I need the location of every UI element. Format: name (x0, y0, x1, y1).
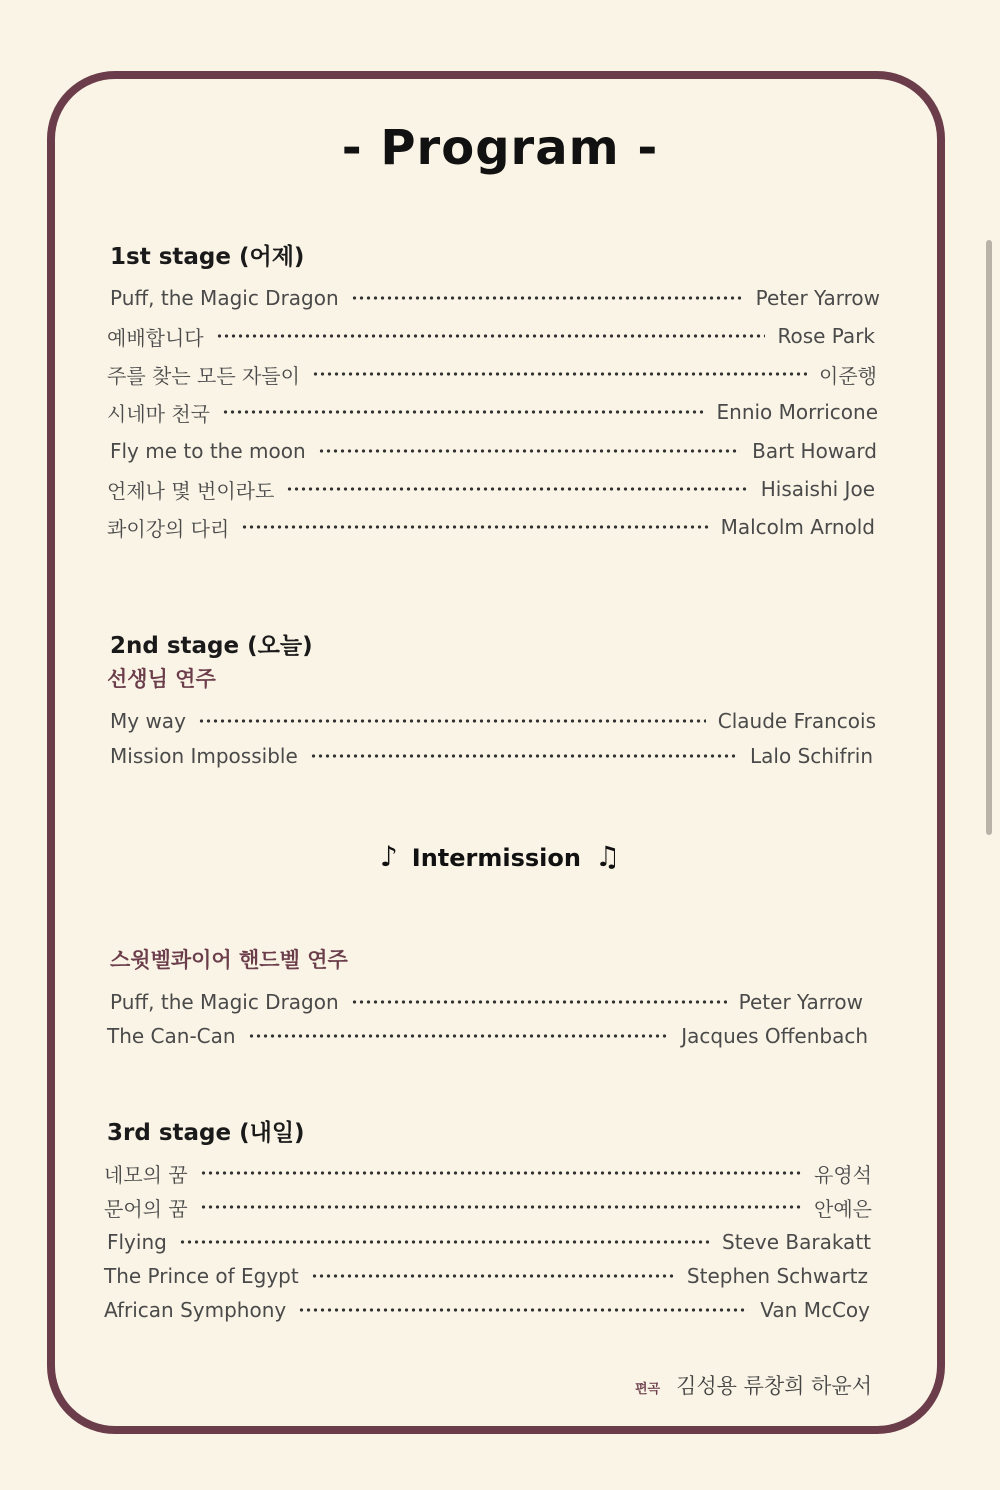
piece-title: Puff, the Magic Dragon (110, 286, 339, 310)
list-item (110, 436, 877, 466)
composer: Peter Yarrow (755, 286, 880, 310)
composer: 안예은 (814, 1196, 872, 1221)
dot-leader (222, 410, 705, 414)
list-item (107, 1227, 871, 1257)
piece-title: Puff, the Magic Dragon (110, 990, 339, 1014)
dot-leader (286, 487, 748, 491)
dot-leader (198, 719, 706, 723)
piece-title: 문어의 꿈 (104, 1196, 188, 1221)
dot-leader (310, 754, 738, 758)
composer: Ennio Morricone (716, 400, 878, 424)
piece-title: 주를 찾는 모든 자들이 (107, 363, 300, 388)
dot-leader (200, 1205, 802, 1209)
piece-title: Mission Impossible (110, 744, 298, 768)
piece-title: 시네마 천국 (107, 401, 210, 426)
piece-title: Flying (107, 1230, 167, 1254)
piece-title: The Prince of Egypt (104, 1264, 299, 1288)
list-item (104, 1158, 872, 1188)
piece-title: 예배합니다 (107, 325, 204, 350)
arranger-credit (635, 1370, 872, 1400)
composer: Bart Howard (752, 439, 877, 463)
dot-leader (241, 525, 708, 529)
piece-title: 네모의 꿈 (104, 1162, 188, 1187)
list-item (110, 741, 873, 771)
list-item (104, 1192, 872, 1222)
dot-leader (216, 334, 766, 338)
list-item (104, 1261, 868, 1291)
arranger-names: 김성용 류창희 하윤서 (676, 1374, 872, 1398)
list-item (107, 359, 877, 389)
page-title: - Program - (341, 120, 659, 176)
composer: Claude Francois (717, 709, 876, 733)
dot-leader (351, 1000, 727, 1004)
composer: Van McCoy (760, 1298, 870, 1322)
piece-title: The Can-Can (107, 1024, 236, 1048)
intermission-banner (0, 840, 1000, 873)
dot-leader (179, 1240, 710, 1244)
composer: Hisaishi Joe (760, 477, 875, 501)
dot-leader (311, 1274, 675, 1278)
piece-title: 콰이강의 다리 (107, 516, 230, 541)
composer: Steve Barakatt (722, 1230, 871, 1254)
dot-leader (318, 449, 740, 453)
composer: Malcolm Arnold (720, 515, 875, 539)
piece-title: My way (110, 709, 186, 733)
dot-leader (351, 296, 744, 300)
music-notes-icon: ♫ (594, 840, 621, 873)
scrollbar[interactable] (986, 240, 992, 835)
dot-leader (248, 1034, 670, 1038)
stage2-subheading: 선생님 연주 (107, 667, 216, 691)
intermission-label: Intermission (411, 844, 581, 872)
list-item (107, 397, 878, 427)
composer: 유영석 (814, 1162, 872, 1187)
piece-title: Fly me to the moon (110, 439, 306, 463)
stage1-heading: 1st stage (어제) (110, 244, 305, 270)
list-item (107, 512, 875, 542)
list-item (107, 321, 875, 351)
list-item (107, 1021, 868, 1051)
dot-leader (312, 372, 807, 376)
list-item (110, 987, 863, 1017)
composer: 이준행 (819, 363, 877, 388)
handbell-subheading: 스윗벨콰이어 핸드벨 연주 (110, 948, 348, 972)
dot-leader (298, 1308, 748, 1312)
list-item (110, 283, 880, 313)
composer: Rose Park (777, 324, 875, 348)
composer: Peter Yarrow (738, 990, 863, 1014)
list-item (107, 474, 875, 504)
piece-title: 언제나 몇 번이라도 (107, 478, 275, 503)
list-item (110, 706, 876, 736)
arranger-label: 편곡 (634, 1382, 661, 1397)
dot-leader (200, 1171, 802, 1175)
composer: Jacques Offenbach (681, 1024, 868, 1048)
composer: Lalo Schifrin (750, 744, 873, 768)
music-note-icon: ♪ (379, 840, 398, 873)
list-item (104, 1295, 870, 1325)
composer: Stephen Schwartz (686, 1264, 868, 1288)
stage2-heading: 2nd stage (오늘) (110, 633, 313, 659)
stage3-heading: 3rd stage (내일) (107, 1120, 305, 1146)
piece-title: African Symphony (104, 1298, 287, 1322)
